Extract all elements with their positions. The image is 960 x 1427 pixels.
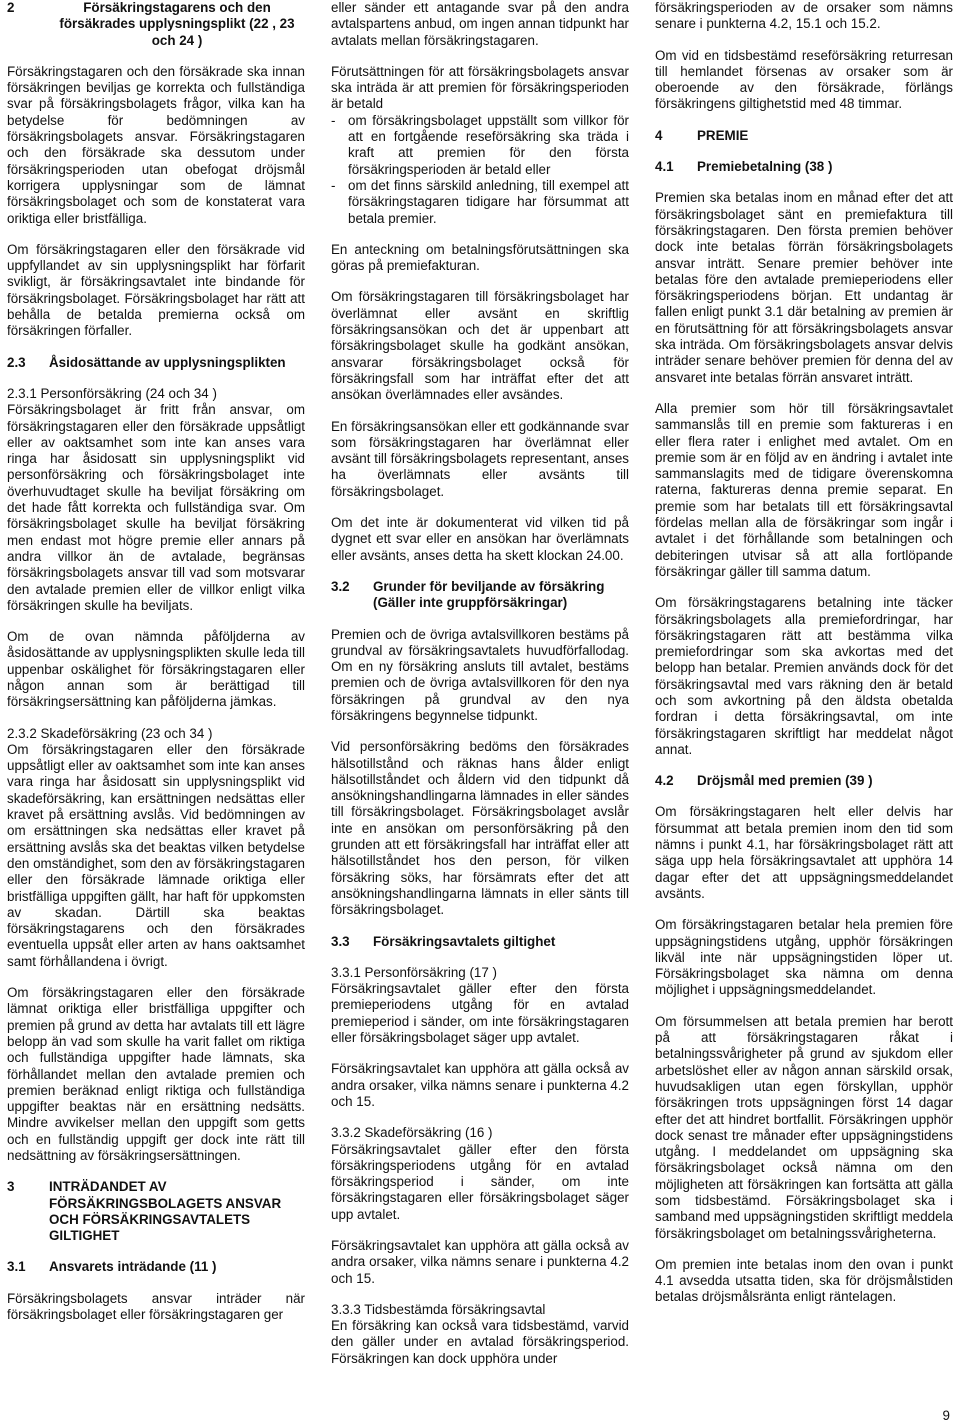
heading-title: Åsidosättande av upplysningsplikten [49,354,286,370]
paragraph: Om försäkringstagaren eller den försäkrade vid uppfyllandet av sin upplysningsplikt har förfarit svikligt, är försäkringsavtalet inte bindande för försäkringsbolaget. Försäkringsbolaget har rätt att behålla de betalda premierna också om försäkringen förfaller. [7,241,305,339]
heading-number: 2.3 [7,354,26,370]
heading-number: 4 [655,127,663,143]
paragraph: Förutsättningen för att försäkringsbolagets ansvar ska inträda är att premien för försäkringsperioden är betald [331,63,629,112]
page-number: 9 [942,1408,950,1423]
paragraph: Om det inte är dokumenterat vid vilken tid på dygnet ett svar eller en ansökan har överlämnats eller avsänts, anses detta ha skett klockan 24.00. [331,515,629,563]
paragraph: Försäkringsavtalet kan upphöra att gälla också av andra orsaker, vilka nämns senare i punkterna 4.2 och 15. [331,1061,629,1109]
paragraph: Om premien inte betalas inom den ovan i punkt 4.1 avsedda utsatta tiden, ska för dröjsmålstiden betalas dröjsmålsränta enligt räntelagen. [655,1256,953,1305]
paragraph: Om försäkringstagaren eller den försäkrade lämnat oriktiga eller bristfälliga uppgifter och premien på grund av detta har avtalats till ett lägre belopp än vad som skulle ha varit fallet om riktiga och fullständiga uppgifter hade lämnats, ska förhållandet mellan den avtalade premien och premien beräknad enligt riktiga och fullständiga uppgifter beaktas när en ersättning nedsätts. Mindre avvikelser mellan den uppgift som getts och en fullständig uppgift ger dock inte rätt till nedsättning av försäkringsersättningen. [7,985,305,1163]
heading-title: PREMIE [697,127,749,143]
heading-number: 3.2 [331,578,350,594]
heading-title: INTRÄDANDET AV FÖRSÄKRINGSBOLAGETS ANSVAR OCH FÖRSÄKRINGSAVTALETS GILTIGHET [49,1179,282,1244]
subheading-2-3-1: 2.3.1 Personförsäkring (24 och 34 ) [7,385,217,401]
paragraph: Alla premier som hör till försäkringsavtalet sammanslås till en premie som faktureras i en eller flera rater i enlighet med avtalet. Om en premie som är en följd av en ändring i avtalet inte sammanslagits med de tidigare överenskomna raterna, faktureras denna premie separat. En premie som har betalats till ett försäkringsavtal fördelas mellan alla de försäkringar som ingår i avtalet i det förhållande som betalningen och debiteringen utvisar så att alla fortlöpande försäkringar gäller till samma datum. [655,400,953,579]
heading-4-2 [655,773,953,789]
paragraph: Om de ovan nämnda påföljderna av åsidosättande av upplysningsplikten skulle leda till uppenbar oskälighet för försäkringstagaren eller någon annan som är berättigad till försäkringsersättning kan påföljderna jämkas. [7,629,305,710]
heading-4 [655,128,953,144]
list-marker: - [331,112,336,128]
column-3 [655,0,953,1427]
paragraph: Om försäkringstagaren betalar hela premien före uppsägningstidens utgång, upphör försäkringen likväl inte när uppsägningstiden löper ut. Försäkringsbolaget ska nämna om denna möjlighet i uppsägningsmeddelandet. [655,917,953,998]
paragraph: Premien och de övriga avtalsvillkoren bestäms på grundval av försäkringsavtalets huvudförfallodag. Om en ny försäkring ansluts till avtalet, bestäms premien och de övriga avtalsvillkoren för den nya försäkringen på grundval av den nya försäkringens begynnelse tidpunkt. [331,626,629,723]
heading-2 [7,0,305,49]
heading-3-2 [331,579,629,612]
heading-3 [7,1179,305,1244]
list-item [331,113,629,178]
heading-number: 3.1 [7,1259,26,1275]
paragraph: En försäkring kan också vara tidsbestämd, varvid den gäller under en avtalad försäkringsperiod. Försäkringen kan dock upphöra under [331,1318,629,1366]
paragraph: Om försäkringstagaren till försäkringsbolaget har överlämnat eller avsänt en skriftlig försäkringsansökan och det är uppenbart att försäkringsbolaget skulle ha godkänt ansökan, ansvarar försäkringsbolaget också för försäkringsfall som har inträffat efter det att ansökan överlämnades eller avsändes. [331,289,629,403]
paragraph: Om försummelsen att betala premien har berott på att försäkringstagaren råkat i betalningssvårigheter på grund av sjukdom eller arbetslöshet eller av någon annan särskild orsak, huvudsakligen utan egen förskyllan, upphör försäkringen trots uppsägningen först 14 dagar efter det att hindret bortfallit. Försäkringen upphör dock senast tre månader efter uppsägningstidens utgång. I meddelandet om uppsägning ska försäkringsbolaget också nämna om den möjligheten att försäkringen kan fortsätta att gälla som tidsbestämd. Försäkringsbolaget ska i samband med uppsägningstiden skriftligt meddela försäkringsbolaget om betalningssvårigheterna. [655,1013,953,1241]
paragraph: Om försäkringstagaren eller den försäkrade uppsåtligt eller av oaktsamhet som inte kan anses vara ringa har åsidosatt sin upplysningsplikt vid skadeförsäkring, kan ersättningen nedsättas eller kravet på ersättning avslås. Vid bedömningen av om ersättningen ska nedsättas eller kravet på ersättning avslås ska det beaktas vilken betydelse den omständighet, som den av försäkringstagaren eller den försäkrade lämnade oriktiga eller bristfälliga uppgiften gällt, har haft för uppkomsten av skadan. Därtill ska beaktas försäkringstagarens och den försäkrades eventuella uppsåt eller arten av hans oaktsamhet samt förhållandena i övrigt. [7,741,305,969]
heading-title: Grunder för beviljande av försäkring (Gäller inte gruppförsäkringar) [373,578,605,611]
paragraph: Försäkringsavtalet gäller efter den första försäkringsperiodens utgång för en avtalad försäkringsperiod i sänder, om inte försäkringstagaren eller försäkringsbolaget säger upp avtalet. [331,1141,629,1222]
subheading-3-3-3: 3.3.3 Tidsbestämda försäkringsavtal [331,1301,546,1317]
subheading-3-3-2: 3.3.2 Skadeförsäkring (16 ) [331,1125,493,1141]
heading-title: Premiebetalning (38 ) [697,159,833,175]
paragraph: Vid personförsäkring bedöms den försäkrades hälsotillstånd och räknas hans ålder enligt hälsotillståndet och åldern vid den tidpunkt då ansökningshandlingarna lämnades in eller sändes till försäkringsbolaget. Försäkringsbolaget avslår inte en ansökan om personförsäkring på den grunden att ett försäkringsfall har inträffat eller att hälsotillståndet hos den person, för vilken försäkring söks, har försämrats efter det att ansökningshandlingarna lämnats in eller sänts till försäkringsbolaget. [331,739,629,918]
paragraph: Försäkringsavtalet kan upphöra att gälla också av andra orsaker, vilka nämns senare i punkterna 4.2 och 15. [331,1238,629,1286]
paragraph: Försäkringsbolaget är fritt från ansvar, om försäkringstagaren eller den försäkrade uppsåtligt eller av oaktsamhet som inte kan anses vara ringa har åsidosatt sin upplysningsplikt vid personförsäkring och försäkringsbolaget inte överhuvudtaget skulle ha beviljat försäkring om det hade fått korrekta och fullständiga svar. Om försäkringsbolaget skulle ha beviljat försäkring men endast mot högre premie eller annars på andra villkor än de avtalade, begränsas försäkringsbolagets ansvar till vad som motsvarar den avtalade premien eller de villkor enligt vilka försäkringen skulle ha beviljats. [7,402,305,613]
list-item [331,178,629,227]
subheading-2-3-2: 2.3.2 Skadeförsäkring (23 och 34 ) [7,725,213,741]
heading-4-1 [655,159,953,175]
heading-number: 3 [7,1179,15,1195]
paragraph: Om försäkringstagarens betalning inte täcker försäkringsbolagets alla premiefordringar, har försäkringstagaren rätt att bestämma vilka premiefordringar som ska avkortas med det belopp han betalar. Premien används dock för det försäkringsavtal med vars räkning den är betald och som avkortning på den äldsta obetalda fordran i detta försäkringsavtal, om inte försäkringstagaren skriftligt har meddelat något annat. [655,595,953,757]
heading-3-1 [7,1259,305,1275]
paragraph: Om försäkringstagaren helt eller delvis har försummat att betala premien inom den tid som nämns i punkt 4.1, har försäkringsbolaget rätt att säga upp hela försäkringsavtalet att upphöra 14 dagar efter det att uppsägningsmeddelandet avsänts. [655,804,953,901]
heading-title: Försäkringsavtalets giltighet [373,933,556,949]
heading-title: Försäkringstagarens och den försäkrades upplysningsplikt (22 , 23 och 24 ) [59,0,295,48]
paragraph: En försäkringsansökan eller ett godkännande svar som försäkringstagaren har överlämnat eller avsänt till försäkringsbolagets representant, anses ha överlämnats eller avsänts till försäkringsbolaget. [331,418,629,499]
heading-title: Ansvarets inträdande (11 ) [49,1259,217,1275]
paragraph: Om vid en tidsbestämd reseförsäkring returresan till hemlandet försenas av orsaker som är oberoende av den försäkrade, förlängs försäkringens giltighetstid med 48 timmar. [655,47,953,112]
column-1 [7,0,305,1427]
heading-number: 4.1 [655,159,674,175]
list-marker: - [331,177,336,193]
paragraph: Försäkringsbolagets ansvar inträder när försäkringsbolaget eller försäkringstagaren ger [7,1290,305,1323]
paragraph: Försäkringsavtalet gäller efter den första premieperiodens utgång för en avtalad premieperiod i sänder, om inte försäkringstagaren eller försäkringsbolaget säger upp avtalet. [331,981,629,1046]
heading-2-3 [7,355,305,371]
paragraph: Premien ska betalas inom en månad efter det att försäkringsbolaget sänt en premiefaktura till försäkringstagaren. Den första premien behöver dock inte betalas förrän försäkringsbolagets ansvar inträtt. Senare premier behöver inte betalas före den avtalade premieperiodens eller försäkringsperiodens början. Ett undantag är fallen enligt punkt 3.1 där betalning av premien är en förutsättning för att försäkringsbolagets ansvar ska inträda. Om försäkringsbolagets ansvar delvis inträder senare behöver premien för denna del av ansvaret inte betalas förrän ansvaret inträtt. [655,190,953,385]
paragraph: eller sänder ett antagande svar på den andra avtalspartens anbud, om ingen annan tidpunkt har avtalats mellan försäkringstagaren. [331,0,629,48]
list-text: om det finns särskild anledning, till exempel att försäkringstagaren tidigare har försummat att betala premier. [348,177,629,226]
paragraph: försäkringsperioden av de orsaker som nämns senare i punkterna 4.2, 15.1 och 15.2. [655,0,953,32]
column-2 [331,0,629,1427]
paragraph: Försäkringstagaren och den försäkrade ska innan försäkringen beviljas ge korrekta och fullständiga svar på försäkringsbolagets frågor, vilka kan ha betydelse för bedömningen av försäkringsbolagets ansvar. Försäkringstagaren och den försäkrade ska dessutom under försäkringsperioden utan obefogat dröjsmål korrigera upplysningar som de lämnat försäkringsbolaget och som de konstaterat vara oriktiga eller bristfälliga. [7,63,305,226]
list-text: om försäkringsbolaget uppställt som villkor för att en fortgående reseförsäkring ska träda i kraft att premien för den första försäkringsperioden är betald eller [348,112,629,177]
heading-3-3 [331,934,629,950]
paragraph: En anteckning om betalningsförutsättningen ska göras på premiefakturan. [331,241,629,274]
heading-title: Dröjsmål med premien (39 ) [697,773,873,789]
heading-number: 4.2 [655,773,674,789]
subheading-3-3-1: 3.3.1 Personförsäkring (17 ) [331,964,497,980]
heading-number: 3.3 [331,933,350,949]
heading-number: 2 [7,0,15,15]
